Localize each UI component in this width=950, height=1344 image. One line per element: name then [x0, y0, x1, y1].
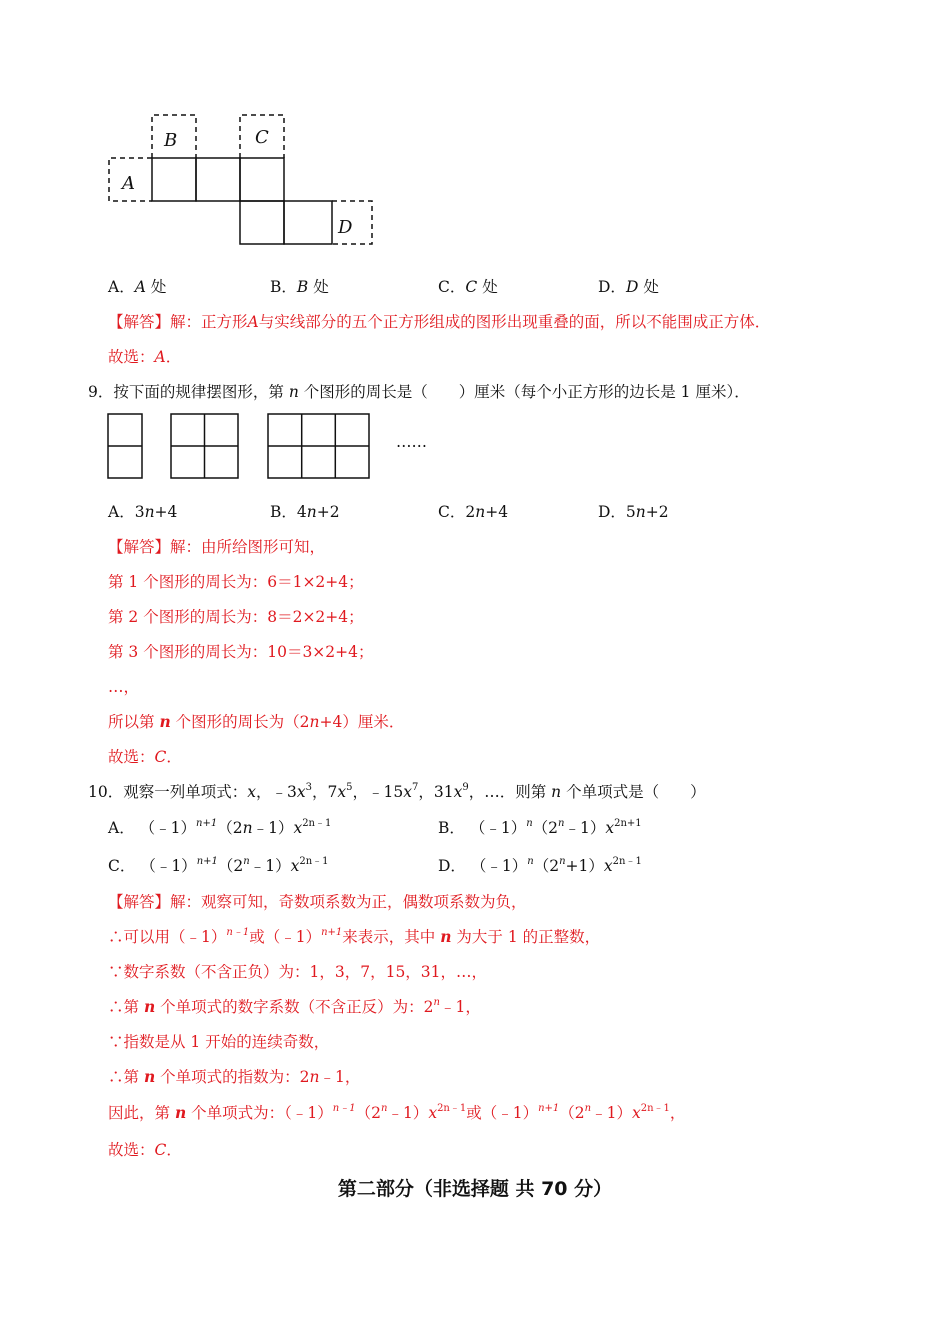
q10-answer-line7: 因此，第 n 个单项式为：$(﹣1)^{n﹣1}(2^n﹣1)x^{2n﹣1}$或$(﹣1)^{n+1}(2^n﹣1)x^{2n﹣1}$，: [108, 1103, 686, 1122]
q8-option-b: B．B 处: [270, 278, 329, 296]
q10-answer-line5: ∵指数是从 1 开始的连续奇数，: [108, 1033, 330, 1051]
q10-option-b: B． $(﹣1)^n(2^n﹣1)x^{2n+1}$: [438, 818, 642, 837]
q9-answer-line5: 所以第 n 个图形的周长为（2n+4）厘米．: [108, 712, 405, 731]
q9-answer-line3: 第 3 个图形的周长为：10＝3×2+4；: [108, 643, 374, 661]
q10-choice: 故选：C．: [108, 1141, 182, 1159]
q9-answer-line2: 第 2 个图形的周长为：8＝2×2+4；: [108, 608, 364, 626]
net-label-a: A: [122, 173, 135, 194]
q9-stem: 9．按下面的规律摆图形，第 n 个图形的周长是（ ）厘米（每个小正方形的边长是 1 厘米）．: [88, 383, 750, 401]
q10-option-c: C． $(﹣1)^{n+1}(2^n﹣1)x^{2n﹣1}$: [108, 856, 329, 875]
q9-answer-line1: 第 1 个图形的周长为：6＝1×2+4；: [108, 573, 364, 591]
q8-answer: 【解答】解：正方形A与实线部分的五个正方形组成的图形出现重叠的面，所以不能围成正方体．: [108, 313, 771, 331]
q10-option-a: A． $(﹣1)^{n+1}(2n﹣1)x^{2n﹣1}$: [108, 818, 332, 837]
net-label-b: B: [164, 130, 178, 151]
q9-option-a: A．3n+4: [108, 503, 178, 521]
q9-choice: 故选：C．: [108, 748, 182, 766]
net-label-d: D: [338, 217, 353, 238]
q10-answer-line6: ∴第 n 个单项式的指数为：2n﹣1，: [108, 1067, 361, 1086]
q9-ellipsis: ……: [396, 433, 427, 451]
q9-answer-intro: 【解答】解：由所给图形可知，: [108, 538, 326, 556]
q10-stem: 10．观察一列单项式：x，$﹣3x^3$，$7x^5$，$﹣15x^7$，$31x^9$，…．则第 n 个单项式是（ ）: [88, 782, 706, 801]
q10-answer-intro: 【解答】解：观察可知，奇数项系数为正，偶数项系数为负，: [108, 893, 527, 911]
q10-answer-line3: ∵数字系数（不含正负）为：1，3，7，15，31，…，: [108, 963, 488, 981]
q10-answer-line2: ∴可以用（﹣1）$^{n﹣1}$或（﹣1）$^{n+1}$来表示，其中 n 为大于 1 的正整数，: [108, 927, 601, 946]
q9-answer-line4: …，: [108, 678, 140, 696]
cube-net-figure: [100, 108, 380, 248]
q9-option-d: D．5n+2: [598, 503, 669, 521]
net-label-c: C: [255, 127, 269, 148]
q8-option-a: A．A 处: [108, 278, 167, 296]
q9-pattern-figure: [106, 412, 446, 482]
q8-choice: 故选：A．: [108, 348, 182, 366]
q10-option-d: D． $(﹣1)^n(2^n+1)x^{2n﹣1}$: [438, 856, 642, 875]
q9-option-c: C．2n+4: [438, 503, 509, 521]
section-title: 第二部分（非选择题 共 70 分）: [337, 1178, 613, 1200]
q10-answer-line4: ∴第 n 个单项式的数字系数（不含正反）为：2$^n$﹣1，: [108, 997, 481, 1016]
q8-option-d: D．D 处: [598, 278, 659, 296]
q8-option-c: C．C 处: [438, 278, 498, 296]
q9-option-b: B．4n+2: [270, 503, 340, 521]
